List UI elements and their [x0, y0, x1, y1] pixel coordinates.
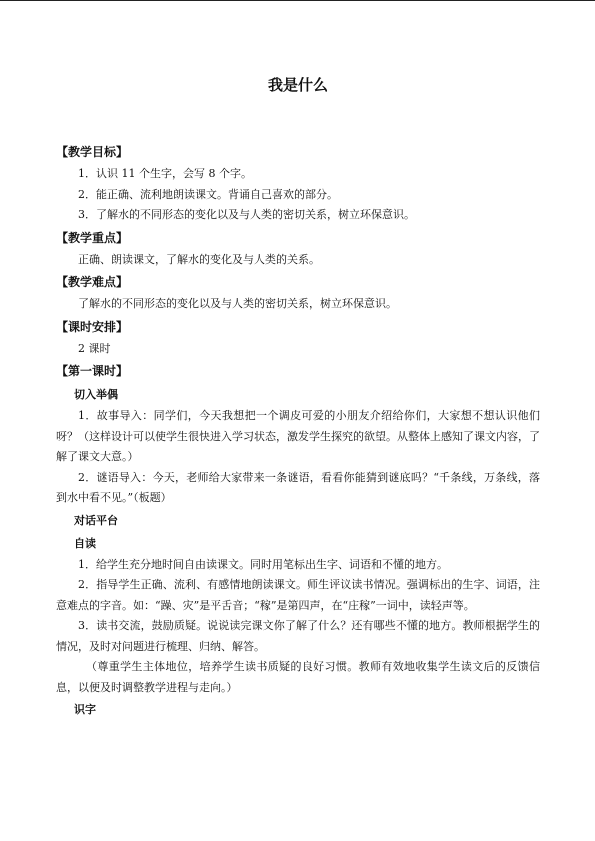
key-points-heading: 【教学重点】 — [56, 230, 129, 245]
intro-item: 1．故事导入：同学们，今天我想把一个调皮可爱的小朋友介绍给你们，大家想不想认识他们呀？（这样设计可以使学生很快进入学习状态，激发学生探究的欲望。从整体上感知了课文内容，了解了课文大意。） — [56, 409, 540, 463]
lesson1-heading: 【第一课时】 — [56, 364, 129, 378]
intro-subheading: 切入举偶 — [74, 388, 118, 401]
key-points-text: 正确、朗读课文，了解水的变化及与人类的关系。 — [78, 252, 320, 266]
difficulties-text: 了解水的不同形态的变化以及与人类的密切关系，树立环保意识。 — [78, 297, 397, 310]
top-border-line — [0, 0, 595, 1]
reading-item: 1．给学生充分地时间自由读课文。同时用笔标出生字、词语和不懂的地方。 — [78, 557, 448, 571]
reading-item: 3．读书交流，鼓励质疑。说说读完课文你了解了什么？还有哪些不懂的地方。教师根据学生的情况，及时对问题进行梳理、归纳、解答。 — [56, 619, 540, 653]
reading-note: （尊重学生主体地位，培养学生读书质疑的良好习惯。教师有效地收集学生读文后的反馈信息，以便及时调整教学进程与走向。） — [56, 660, 540, 694]
document-body — [56, 140, 540, 721]
schedule-heading: 【课时安排】 — [56, 319, 129, 334]
intro-item: 2．谜语导入：今天，老师给大家带来一条谜语，看看你能猜到谜底吗？“千条线，万条线，落到水中看不见。”（板题） — [56, 470, 540, 504]
goal-item: 1．认识 11 个生字，会写 8 个字。 — [78, 167, 252, 180]
goals-heading: 【教学目标】 — [56, 145, 129, 159]
reading-subheading: 自读 — [74, 536, 96, 550]
goal-item: 3．了解水的不同形态的变化以及与人类的密切关系，树立环保意识。 — [78, 208, 415, 221]
schedule-text: 2 课时 — [78, 341, 111, 355]
reading-item: 2．指导学生正确、流利、有感情地朗读课文。师生评议读书情况。强调标出的生字、词语，注意难点的字音。如：“躁、灾”是平舌音；“稼”是第四声，在“庄稼”一词中，读轻声等。 — [56, 578, 540, 612]
dialog-subheading: 对话平台 — [74, 513, 118, 527]
goal-item: 2．能正确、流利地朗读课文。背诵自己喜欢的部分。 — [78, 187, 338, 201]
difficulties-heading: 【教学难点】 — [56, 275, 129, 289]
document-title: 我是什么 — [267, 76, 328, 94]
literacy-subheading: 识字 — [74, 703, 96, 716]
